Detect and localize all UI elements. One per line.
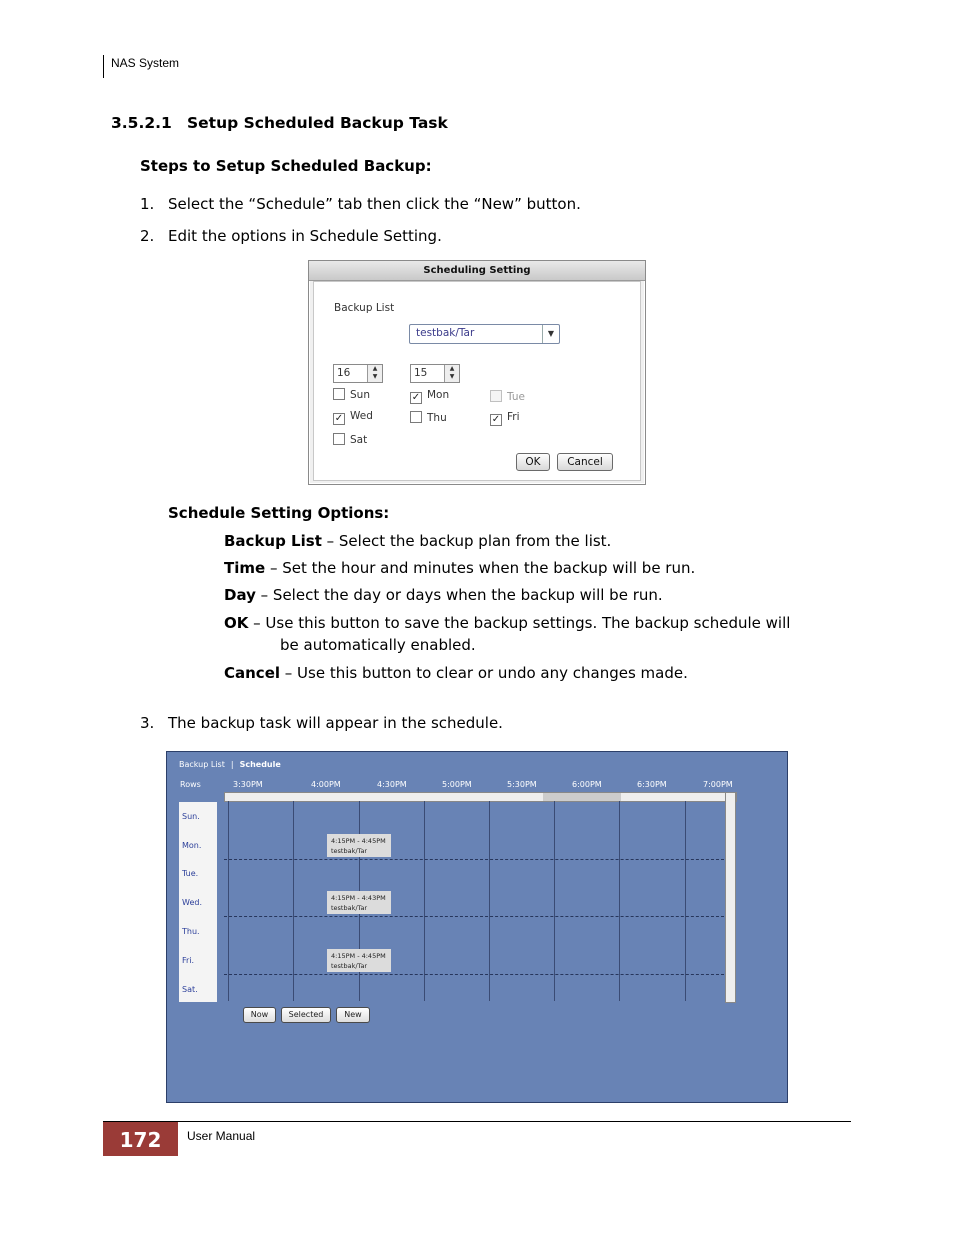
section-title bbox=[111, 114, 448, 132]
day-label: Mon. bbox=[182, 841, 202, 850]
step-text: Select the “Schedule” tab then click the “New” button. bbox=[168, 195, 581, 213]
checkbox-thu[interactable] bbox=[410, 411, 447, 424]
option-backup-list bbox=[224, 532, 834, 550]
footer-rule bbox=[103, 1121, 851, 1122]
schedule-task[interactable] bbox=[327, 949, 391, 972]
hour-stepper[interactable] bbox=[333, 364, 383, 383]
step-3 bbox=[140, 714, 503, 732]
option-desc: – Select the day or days when the backup will be run. bbox=[255, 586, 663, 604]
time-header: 5:00PM bbox=[442, 780, 472, 789]
grid-line bbox=[554, 801, 555, 1001]
checkbox-box[interactable]: ✓ bbox=[334, 413, 344, 424]
time-header: 5:30PM bbox=[507, 780, 537, 789]
section-title-text: Setup Scheduled Backup Task bbox=[187, 114, 448, 132]
dialog-body bbox=[313, 281, 641, 481]
option-ok-continued: be automatically enabled. bbox=[280, 636, 476, 654]
checkbox-label: Sat bbox=[350, 434, 368, 446]
dialog-title: Scheduling Setting bbox=[309, 261, 645, 281]
task-time: 4:15PM - 4:45PM bbox=[331, 837, 386, 845]
step-2 bbox=[140, 227, 442, 245]
grid-line bbox=[293, 801, 294, 1001]
stepper-arrows-icon[interactable]: ▲ ▼ bbox=[367, 365, 382, 382]
option-desc: – Set the hour and minutes when the backup will be run. bbox=[265, 559, 696, 577]
minute-value: 15 bbox=[414, 367, 428, 379]
time-header: 4:30PM bbox=[377, 780, 407, 789]
option-term: Cancel bbox=[224, 664, 281, 682]
checkbox-label: Mon bbox=[427, 389, 450, 401]
hour-value: 16 bbox=[337, 367, 351, 379]
checkbox-label: Sun bbox=[350, 389, 370, 401]
step-number: 3. bbox=[140, 714, 155, 732]
option-desc: – Use this button to save the backup settings. The backup schedule will bbox=[248, 614, 791, 632]
checkbox-box[interactable]: ✓ bbox=[411, 392, 421, 403]
rows-label: Rows bbox=[180, 780, 201, 789]
checkbox-box[interactable] bbox=[333, 433, 345, 445]
checkbox-box[interactable]: ✓ bbox=[491, 414, 501, 425]
tab-backup-list[interactable]: Backup List bbox=[179, 760, 225, 769]
checkbox-tue[interactable] bbox=[490, 390, 525, 403]
day-label: Fri. bbox=[182, 956, 195, 965]
steps-heading: Steps to Setup Scheduled Backup: bbox=[140, 157, 432, 175]
backup-list-select[interactable] bbox=[409, 324, 560, 344]
task-name: testbak/Tar bbox=[331, 904, 368, 912]
option-desc: – Select the backup plan from the list. bbox=[321, 532, 612, 550]
schedule-task[interactable] bbox=[327, 834, 391, 857]
header-title: NAS System bbox=[111, 56, 180, 70]
option-term: Time bbox=[224, 559, 266, 577]
grid-line bbox=[619, 801, 620, 1001]
ok-button[interactable]: OK bbox=[516, 453, 550, 471]
option-term: Day bbox=[224, 586, 256, 604]
stepper-arrows-icon[interactable]: ▲ ▼ bbox=[444, 365, 459, 382]
step-text: The backup task will appear in the schedule. bbox=[168, 714, 503, 732]
day-label: Tue. bbox=[182, 869, 199, 878]
step-text: Edit the options in Schedule Setting. bbox=[168, 227, 442, 245]
day-label: Thu. bbox=[182, 927, 200, 936]
checkbox-box[interactable] bbox=[490, 390, 502, 402]
checkbox-fri[interactable] bbox=[490, 411, 520, 426]
checkbox-mon[interactable] bbox=[410, 389, 449, 404]
time-header: 6:30PM bbox=[637, 780, 667, 789]
checkbox-label: Wed bbox=[350, 410, 373, 422]
minute-stepper[interactable] bbox=[410, 364, 460, 383]
option-desc: – Use this button to clear or undo any changes made. bbox=[280, 664, 688, 682]
row-divider bbox=[224, 974, 724, 975]
checkbox-label: Thu bbox=[427, 412, 447, 424]
day-label: Wed. bbox=[182, 898, 202, 907]
now-button[interactable]: Now bbox=[243, 1007, 276, 1023]
day-label: Sat. bbox=[182, 985, 198, 994]
step-number: 2. bbox=[140, 227, 155, 245]
time-header: 3:30PM bbox=[233, 780, 263, 789]
time-header: 6:00PM bbox=[572, 780, 602, 789]
grid-line bbox=[424, 801, 425, 1001]
tab-schedule[interactable]: Schedule bbox=[239, 760, 281, 769]
row-divider bbox=[224, 916, 724, 917]
option-ok bbox=[224, 614, 834, 632]
task-name: testbak/Tar bbox=[331, 962, 368, 970]
option-term: Backup List bbox=[224, 532, 322, 550]
checkbox-wed[interactable] bbox=[333, 410, 373, 425]
day-label: Sun. bbox=[182, 812, 200, 821]
section-number: 3.5.2.1 bbox=[111, 114, 172, 132]
grid-line bbox=[489, 801, 490, 1001]
vertical-scrollbar[interactable] bbox=[725, 792, 736, 1003]
row-divider bbox=[224, 859, 724, 860]
new-button[interactable]: New bbox=[336, 1007, 370, 1023]
task-time: 4:15PM - 4:45PM bbox=[331, 952, 386, 960]
checkbox-label: Tue bbox=[507, 391, 525, 403]
tab-separator: | bbox=[230, 760, 234, 769]
cancel-button[interactable]: Cancel bbox=[557, 453, 613, 471]
page-number: 172 bbox=[103, 1122, 178, 1156]
scheduling-setting-dialog bbox=[308, 260, 646, 485]
checkbox-label: Fri bbox=[507, 411, 520, 423]
schedule-task[interactable] bbox=[327, 891, 391, 914]
option-term: OK bbox=[224, 614, 249, 632]
option-cancel bbox=[224, 664, 834, 682]
backup-list-label: Backup List bbox=[334, 302, 395, 314]
schedule-tabs bbox=[179, 760, 287, 769]
task-time: 4:15PM - 4:43PM bbox=[331, 894, 386, 902]
time-header: 7:00PM bbox=[703, 780, 733, 789]
chevron-down-icon[interactable]: ▼ bbox=[542, 325, 559, 343]
backup-list-value: testbak/Tar bbox=[416, 327, 475, 339]
option-time bbox=[224, 559, 834, 577]
checkbox-box[interactable] bbox=[410, 411, 422, 423]
schedule-panel bbox=[166, 751, 788, 1103]
grid-line bbox=[228, 801, 229, 1001]
selected-button[interactable]: Selected bbox=[281, 1007, 331, 1023]
grid-line bbox=[685, 801, 686, 1001]
step-1 bbox=[140, 195, 581, 213]
task-name: testbak/Tar bbox=[331, 847, 368, 855]
horizontal-scrollbar[interactable] bbox=[224, 792, 737, 802]
header-rule bbox=[103, 55, 104, 78]
step-number: 1. bbox=[140, 195, 155, 213]
options-heading: Schedule Setting Options: bbox=[168, 504, 390, 522]
time-header: 4:00PM bbox=[311, 780, 341, 789]
option-day bbox=[224, 586, 834, 604]
footer-title: User Manual bbox=[187, 1129, 256, 1143]
checkbox-sun[interactable] bbox=[333, 388, 370, 401]
checkbox-sat[interactable] bbox=[333, 433, 367, 446]
scrollbar-thumb[interactable] bbox=[543, 793, 621, 801]
checkbox-box[interactable] bbox=[333, 388, 345, 400]
